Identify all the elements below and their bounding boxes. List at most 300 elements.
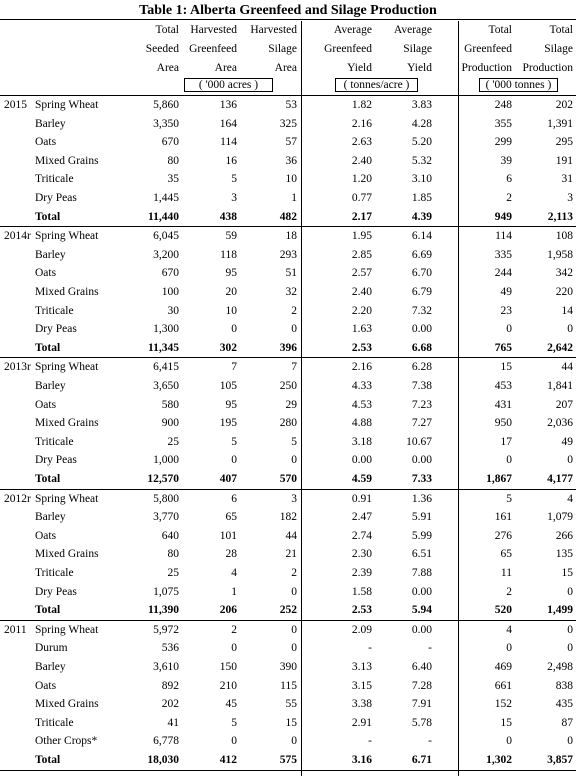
cell-value: 2.85 — [351, 248, 372, 261]
group-rule — [0, 770, 576, 771]
crop-label: Barley — [35, 380, 66, 392]
cell-value: 0 — [506, 323, 512, 336]
cell-value: 302 — [219, 341, 237, 354]
cell-value: 2 — [291, 304, 297, 317]
cell-value: 5,800 — [153, 492, 179, 505]
cell-value: 3.18 — [351, 435, 372, 448]
table-row — [0, 639, 576, 658]
cell-value: 6.69 — [411, 248, 432, 261]
year-label: 2014r — [4, 230, 31, 243]
table-row — [0, 283, 576, 302]
cell-value: 7 — [291, 361, 297, 374]
cell-value: 4,177 — [547, 473, 573, 485]
column-header-6-line-2: Production — [522, 62, 573, 74]
cell-value: 21 — [285, 548, 297, 561]
cell-value: 115 — [280, 679, 297, 692]
cell-value: 11,390 — [148, 604, 179, 617]
title-underline — [0, 19, 576, 20]
cell-value: 161 — [494, 511, 512, 524]
crop-label: Triticale — [35, 173, 74, 186]
table-row — [0, 358, 576, 377]
cell-value: 396 — [279, 341, 297, 354]
table-row — [0, 545, 576, 564]
column-header-4-line-2: Yield — [407, 62, 432, 74]
table-row — [0, 133, 576, 152]
table-row — [0, 189, 576, 208]
cell-value: 4.33 — [351, 380, 372, 392]
cell-value: 4.53 — [351, 398, 372, 411]
cell-value: 4.59 — [351, 473, 372, 485]
cell-value: 2 — [291, 567, 297, 579]
column-header-5-line-2: Production — [461, 62, 512, 74]
crop-label: Mixed Grains — [35, 417, 99, 430]
cell-value: 20 — [225, 286, 237, 298]
cell-value: 0.00 — [411, 323, 432, 336]
cell-value: 670 — [161, 267, 179, 280]
cell-value: 0 — [567, 454, 573, 467]
crop-label: Oats — [35, 136, 57, 149]
cell-value: 435 — [555, 698, 573, 711]
cell-value: 6.71 — [411, 754, 432, 766]
cell-value: 55 — [285, 698, 297, 711]
cell-value: 12,570 — [147, 473, 179, 485]
crop-label: Triticale — [35, 304, 74, 317]
cell-value: 1,075 — [153, 585, 179, 598]
cell-value: 892 — [161, 679, 179, 692]
cell-value: 5.32 — [411, 154, 432, 167]
cell-value: 7.23 — [411, 398, 432, 411]
cell-value: 4 — [567, 492, 573, 505]
crop-label: Barley — [35, 117, 66, 130]
cell-value: 1.20 — [351, 173, 372, 186]
cell-value: 325 — [279, 117, 297, 130]
cell-value: 5 — [231, 435, 237, 448]
crop-label: Dry Peas — [35, 454, 77, 467]
total-row — [0, 470, 576, 489]
table-row — [0, 320, 576, 339]
cell-value: 15 — [500, 716, 512, 729]
crop-label: Spring Wheat — [35, 230, 99, 243]
units-tonnes: ( '000 tonnes ) — [485, 79, 552, 91]
cell-value: 670 — [161, 136, 179, 149]
cell-value: 0 — [231, 323, 237, 336]
cell-value: 95 — [225, 267, 237, 280]
cell-value: 7.33 — [411, 473, 432, 485]
cell-value: 0 — [506, 454, 512, 467]
cell-value: 1,000 — [153, 454, 179, 467]
cell-value: 65 — [225, 511, 237, 524]
table-row — [0, 227, 576, 246]
crop-label: Barley — [35, 661, 66, 673]
total-row — [0, 208, 576, 227]
cell-value: - — [428, 735, 432, 748]
cell-value: 5 — [291, 435, 297, 448]
year-label: 2011 — [4, 623, 27, 636]
crop-label: Total — [35, 210, 61, 223]
cell-value: 45 — [225, 698, 237, 711]
table-row — [0, 527, 576, 546]
cell-value: 17 — [500, 435, 512, 448]
column-header-5-line-0: Total — [488, 24, 512, 36]
cell-value: 0 — [506, 642, 512, 655]
cell-value: 0.91 — [351, 492, 372, 505]
cell-value: 3.10 — [411, 173, 432, 186]
cell-value: 2.63 — [351, 136, 372, 149]
cell-value: 108 — [555, 230, 573, 243]
cell-value: 0 — [291, 623, 297, 636]
cell-value: 5,860 — [153, 99, 179, 111]
cell-value: 412 — [219, 754, 237, 766]
cell-value: 15 — [285, 716, 297, 729]
cell-value: 31 — [561, 173, 573, 186]
cell-value: 7 — [231, 361, 237, 374]
cell-value: 580 — [161, 398, 179, 411]
cell-value: 765 — [494, 341, 512, 354]
column-header-3-line-1: Greenfeed — [324, 43, 372, 55]
cell-value: 4.88 — [351, 417, 372, 430]
cell-value: 16 — [225, 154, 237, 167]
table-row — [0, 583, 576, 602]
cell-value: 390 — [279, 661, 297, 673]
cell-value: 4 — [506, 623, 512, 636]
cell-value: 1.85 — [411, 192, 432, 204]
cell-value: 182 — [279, 511, 297, 524]
table-row — [0, 677, 576, 696]
cell-value: 7.28 — [411, 679, 432, 692]
cell-value: 118 — [220, 248, 237, 261]
cell-value: 6.28 — [411, 361, 432, 374]
column-header-0-line-1: Seeded — [145, 43, 179, 55]
cell-value: 2,498 — [547, 661, 573, 673]
cell-value: 195 — [219, 417, 237, 430]
table-row — [0, 96, 576, 115]
year-label: 2012r — [4, 492, 31, 505]
cell-value: 2 — [506, 192, 512, 204]
cell-value: 4.39 — [411, 210, 432, 223]
cell-value: 135 — [555, 548, 573, 561]
column-header-3-line-2: Yield — [347, 62, 372, 74]
cell-value: 18 — [285, 230, 297, 243]
table-row — [0, 451, 576, 470]
cell-value: 3.38 — [351, 698, 372, 711]
cell-value: 2 — [506, 585, 512, 598]
cell-value: 1,079 — [547, 511, 573, 524]
cell-value: 35 — [167, 173, 179, 186]
cell-value: 2.74 — [351, 529, 372, 542]
table-row — [0, 695, 576, 714]
cell-value: 210 — [219, 679, 237, 692]
cell-value: 202 — [161, 698, 179, 711]
crop-label: Dry Peas — [35, 192, 77, 204]
cell-value: 80 — [167, 548, 179, 561]
cell-value: 5 — [506, 492, 512, 505]
cell-value: 335 — [494, 248, 512, 261]
cell-value: 469 — [494, 661, 512, 673]
cell-value: 49 — [500, 286, 512, 298]
cell-value: 520 — [494, 604, 512, 617]
cell-value: 6,778 — [153, 735, 179, 748]
cell-value: 202 — [555, 99, 573, 111]
table-row — [0, 115, 576, 134]
cell-value: 2,036 — [547, 417, 573, 430]
cell-value: 32 — [285, 286, 297, 298]
cell-value: 6.68 — [411, 341, 432, 354]
column-header-0-line-0: Total — [155, 24, 179, 36]
cell-value: 3 — [231, 192, 237, 204]
cell-value: 1.95 — [351, 230, 372, 243]
column-header-1-line-2: Area — [214, 62, 237, 74]
cell-value: 65 — [500, 548, 512, 561]
cell-value: 6.40 — [411, 661, 432, 673]
column-header-2-line-2: Area — [274, 62, 297, 74]
cell-value: 207 — [555, 398, 573, 411]
cell-value: 2,642 — [547, 341, 573, 354]
cell-value: 570 — [279, 473, 297, 485]
column-header-1-line-1: Greenfeed — [189, 43, 237, 55]
cell-value: 10 — [285, 173, 297, 186]
cell-value: 0.00 — [411, 454, 432, 467]
table-row — [0, 377, 576, 396]
cell-value: 220 — [555, 286, 573, 298]
crop-label: Dry Peas — [35, 323, 77, 336]
cell-value: 5.94 — [411, 604, 432, 617]
cell-value: 1 — [231, 585, 237, 598]
cell-value: 5,972 — [153, 623, 179, 636]
cell-value: 3,350 — [153, 117, 179, 130]
cell-value: 10.67 — [406, 435, 432, 448]
cell-value: 5.99 — [411, 529, 432, 542]
cell-value: 6.51 — [411, 548, 432, 561]
column-header-2-line-1: Silage — [268, 43, 297, 55]
cell-value: 2.40 — [351, 286, 372, 298]
cell-value: 14 — [561, 304, 573, 317]
crop-label: Total — [35, 754, 61, 766]
cell-value: 150 — [219, 661, 237, 673]
cell-value: 1,867 — [486, 473, 512, 485]
cell-value: 0 — [506, 735, 512, 748]
cell-value: 2.17 — [351, 210, 372, 223]
cell-value: 206 — [219, 604, 237, 617]
total-row — [0, 751, 576, 770]
cell-value: 342 — [555, 267, 573, 280]
cell-value: 100 — [161, 286, 179, 298]
cell-value: 44 — [285, 529, 297, 542]
cell-value: 10 — [225, 304, 237, 317]
cell-value: 482 — [279, 210, 297, 223]
cell-value: 2 — [231, 623, 237, 636]
crop-label: Oats — [35, 267, 57, 280]
cell-value: 49 — [561, 435, 573, 448]
crop-label: Spring Wheat — [35, 361, 99, 374]
cell-value: 23 — [500, 304, 512, 317]
cell-value: 2.47 — [351, 511, 372, 524]
cell-value: 1.82 — [351, 99, 372, 111]
cell-value: 575 — [279, 754, 297, 766]
cell-value: 28 — [225, 548, 237, 561]
cell-value: 51 — [285, 267, 297, 280]
table-row — [0, 433, 576, 452]
cell-value: 2.57 — [351, 267, 372, 280]
cell-value: 6.14 — [411, 230, 432, 243]
cell-value: 0 — [567, 323, 573, 336]
cell-value: 2.39 — [351, 567, 372, 579]
cell-value: 1,499 — [547, 604, 573, 617]
table-row — [0, 658, 576, 677]
cell-value: 7.88 — [411, 567, 432, 579]
cell-value: 1,445 — [153, 192, 179, 204]
cell-value: 25 — [167, 435, 179, 448]
table-row — [0, 621, 576, 640]
cell-value: 0.00 — [411, 585, 432, 598]
cell-value: 6.70 — [411, 267, 432, 280]
table-row — [0, 396, 576, 415]
cell-value: 44 — [561, 361, 573, 374]
cell-value: 536 — [161, 642, 179, 655]
table-row — [0, 170, 576, 189]
crop-label: Triticale — [35, 567, 74, 579]
cell-value: 2.16 — [351, 361, 372, 374]
cell-value: 6 — [506, 173, 512, 186]
cell-value: 11,440 — [148, 210, 179, 223]
column-header-4-line-0: Average — [393, 24, 432, 36]
cell-value: 18,030 — [147, 754, 179, 766]
cell-value: 299 — [494, 136, 512, 149]
table-row — [0, 732, 576, 751]
cell-value: 0 — [231, 735, 237, 748]
table-row — [0, 264, 576, 283]
year-label: 2015 — [4, 99, 27, 111]
crop-label: Barley — [35, 511, 66, 524]
cell-value: 1,300 — [153, 323, 179, 336]
cell-value: 114 — [495, 230, 512, 243]
cell-value: 57 — [285, 136, 297, 149]
crop-label: Durum — [35, 642, 68, 655]
cell-value: 2.09 — [351, 623, 372, 636]
cell-value: 39 — [500, 154, 512, 167]
cell-value: 7.38 — [411, 380, 432, 392]
cell-value: 6,415 — [153, 361, 179, 374]
cell-value: 3,770 — [153, 511, 179, 524]
cell-value: 661 — [494, 679, 512, 692]
table-row — [0, 302, 576, 321]
column-header-2-line-0: Harvested — [250, 24, 297, 36]
cell-value: 0 — [291, 735, 297, 748]
cell-value: 11 — [500, 567, 512, 579]
cell-value: 1,958 — [547, 248, 573, 261]
crop-label: Total — [35, 473, 61, 485]
cell-value: 4 — [231, 567, 237, 579]
cell-value: 949 — [494, 210, 512, 223]
cell-value: 5.20 — [411, 136, 432, 149]
units-acres: ( '000 acres ) — [198, 79, 259, 91]
cell-value: 136 — [219, 99, 237, 111]
cell-value: 295 — [555, 136, 573, 149]
cell-value: 355 — [494, 117, 512, 130]
crop-label: Barley — [35, 248, 66, 261]
cell-value: 0 — [567, 642, 573, 655]
cell-value: 3 — [291, 492, 297, 505]
cell-value: 53 — [285, 99, 297, 111]
cell-value: 407 — [219, 473, 237, 485]
cell-value: 0 — [291, 585, 297, 598]
cell-value: 0 — [567, 623, 573, 636]
cell-value: 3,610 — [153, 661, 179, 673]
crop-label: Triticale — [35, 716, 74, 729]
cell-value: 252 — [279, 604, 297, 617]
cell-value: 29 — [285, 398, 297, 411]
cell-value: 0.77 — [351, 192, 372, 204]
crop-label: Spring Wheat — [35, 492, 99, 505]
cell-value: 0 — [567, 585, 573, 598]
cell-value: 80 — [167, 154, 179, 167]
table-row — [0, 246, 576, 265]
cell-value: 41 — [167, 716, 179, 729]
column-header-5-line-1: Greenfeed — [464, 43, 512, 55]
cell-value: 5.78 — [411, 716, 432, 729]
cell-value: 276 — [494, 529, 512, 542]
cell-value: 30 — [167, 304, 179, 317]
cell-value: 11,345 — [148, 341, 179, 354]
cell-value: 36 — [285, 154, 297, 167]
column-header-4-line-1: Silage — [403, 43, 432, 55]
table-row — [0, 508, 576, 527]
cell-value: 838 — [555, 679, 573, 692]
crop-label: Other Crops* — [35, 735, 98, 748]
cell-value: 191 — [555, 154, 573, 167]
total-row — [0, 601, 576, 620]
cell-value: 5 — [231, 173, 237, 186]
crop-label: Mixed Grains — [35, 154, 99, 167]
cell-value: 0 — [231, 454, 237, 467]
cell-value: 2.16 — [351, 117, 372, 130]
units-tonnes-acre: ( tonnes/acre ) — [343, 79, 410, 91]
table-row — [0, 564, 576, 583]
crop-label: Spring Wheat — [35, 99, 99, 111]
cell-value: 244 — [494, 267, 512, 280]
cell-value: 0.00 — [411, 623, 432, 636]
cell-value: 114 — [220, 136, 237, 149]
crop-label: Mixed Grains — [35, 286, 99, 298]
crop-label: Dry Peas — [35, 585, 77, 598]
cell-value: 0 — [291, 642, 297, 655]
crop-label: Spring Wheat — [35, 623, 99, 636]
cell-value: 6,045 — [153, 230, 179, 243]
cell-value: 1.63 — [351, 323, 372, 336]
cell-value: 3,650 — [153, 380, 179, 392]
cell-value: 1.36 — [411, 492, 432, 505]
cell-value: 15 — [500, 361, 512, 374]
cell-value: 248 — [494, 99, 512, 111]
table-row — [0, 490, 576, 509]
cell-value: 3.16 — [351, 754, 372, 766]
crop-label: Total — [35, 341, 61, 354]
cell-value: 1,302 — [486, 754, 512, 766]
cell-value: 0 — [567, 735, 573, 748]
cell-value: 0 — [231, 642, 237, 655]
cell-value: 7.27 — [411, 417, 432, 430]
cell-value: 431 — [494, 398, 512, 411]
cell-value: 6 — [231, 492, 237, 505]
cell-value: 7.91 — [411, 698, 432, 711]
cell-value: 1,391 — [547, 117, 573, 130]
cell-value: 3,200 — [153, 248, 179, 261]
cell-value: 250 — [279, 380, 297, 392]
cell-value: 2.30 — [351, 548, 372, 561]
crop-label: Triticale — [35, 435, 74, 448]
cell-value: 950 — [494, 417, 512, 430]
cell-value: - — [368, 735, 372, 748]
cell-value: 3.13 — [351, 661, 372, 673]
